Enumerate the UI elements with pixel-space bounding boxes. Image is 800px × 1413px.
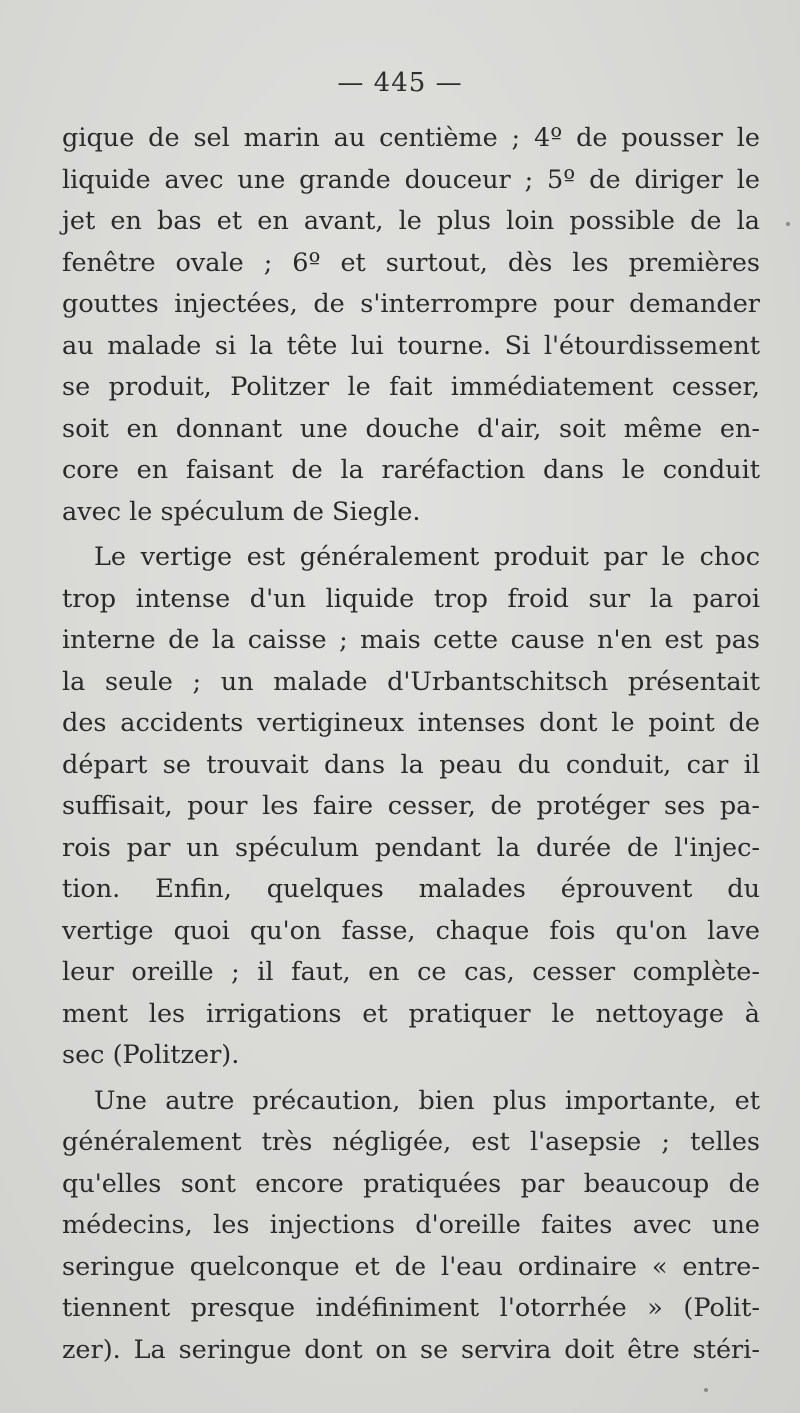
page-number: — 445 —: [337, 68, 463, 98]
text-line: gique de sel marin au centième ; 4º de pousser le: [62, 123, 760, 153]
text-line: sec (Politzer).: [62, 1040, 240, 1070]
text-line: ment les irrigations et pratiquer le nettoyage à: [62, 998, 760, 1029]
text-line: au malade si la tête lui tourne. Si l'étourdissement: [62, 330, 760, 361]
paragraph: [62, 1081, 760, 1372]
text-line: tiennent presque indéfiniment l'otorrhée » (Polit-: [62, 1293, 760, 1323]
text-line: leur oreille ; il faut, en ce cas, cesser complète-: [62, 957, 760, 987]
text-line: qu'elles sont encore pratiquées par beaucoup de: [62, 1168, 760, 1199]
text-line: vertige quoi qu'on fasse, chaque fois qu'on lave: [62, 915, 760, 946]
text-line: Le vertige est généralement produit par le choc: [94, 542, 760, 572]
text-line: fenêtre ovale ; 6º et surtout, dès les premières: [62, 247, 760, 278]
text-line: gouttes injectées, de s'interrompre pour demander: [62, 289, 760, 319]
text-line: des accidents vertigineux intenses dont le point de: [62, 708, 760, 738]
text-line: seringue quelconque et de l'eau ordinaire « entre-: [62, 1251, 760, 1282]
text-line: trop intense d'un liquide trop froid sur la paroi: [62, 583, 760, 614]
text-line: rois par un spéculum pendant la durée de l'injec-: [62, 832, 760, 863]
paragraph: [62, 537, 760, 1077]
body-text: [62, 118, 760, 1371]
text-line: zer). La seringue dont on se servira doit être stéri-: [62, 1334, 760, 1365]
text-line: avec le spéculum de Siegle.: [62, 496, 421, 527]
text-line: core en faisant de la raréfaction dans le conduit: [62, 455, 760, 485]
print-speck: [786, 222, 790, 226]
paragraph: [62, 118, 760, 533]
text-line: médecins, les injections d'oreille faites avec une: [62, 1210, 760, 1240]
print-speck: [704, 1388, 708, 1392]
text-line: la seule ; un malade d'Urbantschitsch présentait: [62, 666, 760, 697]
text-line: liquide avec une grande douceur ; 5º de diriger le: [62, 164, 760, 195]
text-line: départ se trouvait dans la peau du conduit, car il: [62, 749, 760, 780]
text-line: suffisait, pour les faire cesser, de protéger ses pa-: [62, 791, 760, 821]
text-line: se produit, Politzer le fait immédiatement cesser,: [62, 372, 760, 402]
text-line: tion. Enfin, quelques malades éprouvent du: [62, 874, 760, 904]
text-line: interne de la caisse ; mais cette cause n'en est pas: [62, 625, 760, 655]
text-line: jet en bas et en avant, le plus loin possible de la: [62, 206, 760, 236]
text-line: soit en donnant une douche d'air, soit même en-: [62, 413, 760, 444]
text-line: Une autre précaution, bien plus importante, et: [94, 1085, 760, 1116]
text-line: généralement très négligée, est l'asepsie ; telles: [62, 1127, 760, 1157]
